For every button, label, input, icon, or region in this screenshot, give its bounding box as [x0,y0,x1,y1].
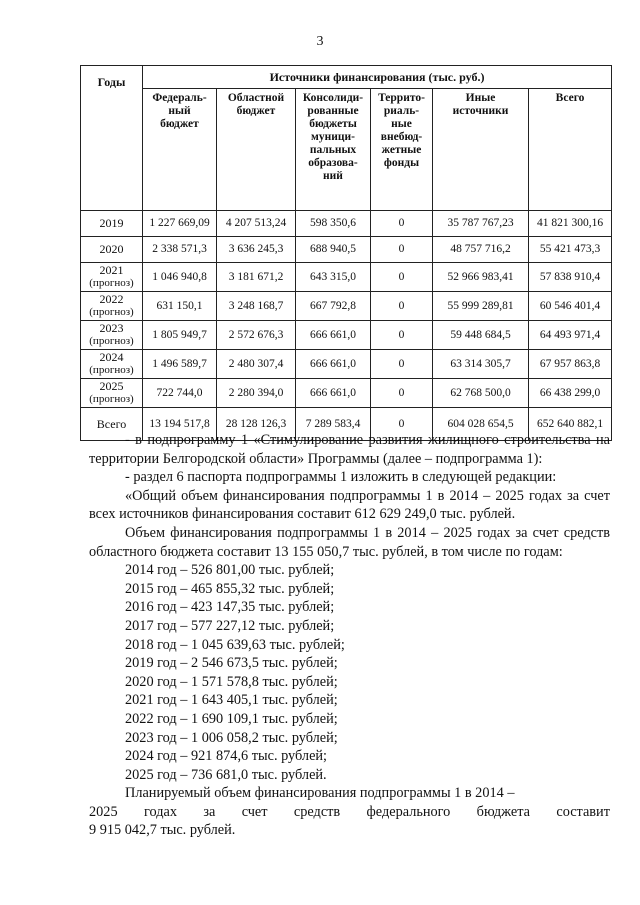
word: федерального [366,803,451,820]
value-cell: 1 227 669,09 [143,211,217,237]
value-cell: 55 999 289,81 [433,292,529,321]
paragraph: - раздел 6 паспорта подпрограммы 1 изложить в следующей редакции: [125,469,557,486]
value-cell: 0 [371,350,433,379]
year-cell [81,292,143,321]
value-cell: 1 046 940,8 [143,263,217,292]
year-line: 2014 год – 526 801,00 тыс. рублей; [125,562,335,579]
column-header: Террито- риаль- ные внебюд- жетные фонды [371,89,433,211]
year-label: 2024 [99,350,124,364]
value-cell: 0 [371,321,433,350]
forecast-label: (прогноз) [89,393,134,405]
value-cell: 643 315,0 [296,263,371,292]
year-label: 2023 [99,321,124,335]
column-header: Всего [529,89,612,211]
value-cell: 28 128 126,3 [217,408,296,441]
table-row [81,292,612,321]
value-cell: 667 792,8 [296,292,371,321]
value-cell: 0 [371,237,433,263]
table-row [81,321,612,350]
year-line: 2016 год – 423 147,35 тыс. рублей; [125,599,335,616]
year-cell [81,211,143,237]
paragraph: «Общий объем финансирования подпрограммы 1 в 2014 – 2025 годах за счет всех источников финансирования составит 612 629 249,0 тыс. рублей. [89,487,610,523]
paragraph: - в подпрограмму 1 «Стимулирование развития жилищного строительства на территории Белгородской области» Программы (далее – подпрограмма 1): [89,432,610,467]
value-cell: 1 496 589,7 [143,350,217,379]
forecast-label: (прогноз) [89,277,134,289]
year-cell [81,379,143,408]
word: 2025 [89,803,118,820]
financing-table [80,65,612,441]
year-line: 2021 год – 1 643 405,1 тыс. рублей; [125,692,338,709]
value-cell: 4 207 513,24 [217,211,296,237]
word: средств [293,803,341,820]
year-line: 2023 год – 1 006 058,2 тыс. рублей; [125,729,338,746]
column-headers [81,89,612,211]
year-cell [81,237,143,263]
value-cell: 1 805 949,7 [143,321,217,350]
forecast-label: (прогноз) [89,306,134,318]
value-cell: 0 [371,292,433,321]
word: за [203,803,216,820]
column-header: Федераль- ный бюджет [143,89,217,211]
value-cell: 35 787 767,23 [433,211,529,237]
value-cell: 62 768 500,0 [433,379,529,408]
value-cell: 64 493 971,4 [529,321,612,350]
paragraph: Объем финансирования подпрограммы 1 в 2014 – 2025 годах за счет средств областного бюджета составит 13 155 050,7 тыс. рублей, в том числе по годам: [89,524,610,560]
value-cell: 2 280 394,0 [217,379,296,408]
value-cell: 59 448 684,5 [433,321,529,350]
table-row [81,211,612,237]
value-cell: 0 [371,263,433,292]
year-label: 2019 [99,216,124,230]
year-label: 2022 [99,292,124,306]
value-cell: 48 757 716,2 [433,237,529,263]
value-cell: 0 [371,408,433,441]
value-cell: 666 661,0 [296,379,371,408]
year-line: 2015 год – 465 855,32 тыс. рублей; [125,580,335,597]
year-label: 2021 [99,263,124,277]
table-row [81,237,612,263]
year-list [89,561,610,784]
value-cell: 66 438 299,0 [529,379,612,408]
column-header: Консолиди- рованные бюджеты муници- пальных образова- ний [296,89,371,211]
value-cell: 688 940,5 [296,237,371,263]
value-cell: 3 636 245,3 [217,237,296,263]
word: бюджета [476,803,530,820]
year-line: 2024 год – 921 874,6 тыс. рублей; [125,748,328,765]
year-line: 2018 год – 1 045 639,63 тыс. рублей; [125,636,345,653]
page-number: 3 [316,34,324,49]
header-years: Годы [81,66,143,211]
forecast-label: (прогноз) [89,364,134,376]
year-line: 2022 год – 1 690 109,1 тыс. рублей; [125,710,338,727]
table-body [81,211,612,441]
year-cell [81,263,143,292]
value-cell: 666 661,0 [296,350,371,379]
value-cell: 2 338 571,3 [143,237,217,263]
value-cell: 57 838 910,4 [529,263,612,292]
value-cell: 3 181 671,2 [217,263,296,292]
value-cell: 41 821 300,16 [529,211,612,237]
column-header: Иные источники [433,89,529,211]
year-line: 2025 год – 736 681,0 тыс. рублей. [125,766,327,783]
year-line: 2017 год – 577 227,12 тыс. рублей; [125,617,335,634]
year-label: 2025 [99,379,124,393]
value-cell: 666 661,0 [296,321,371,350]
header-sources: Источники финансирования (тыс. руб.) [143,66,612,89]
word: составит [556,803,610,820]
value-cell: 604 028 654,5 [433,408,529,441]
column-header: Областной бюджет [217,89,296,211]
year-label: Всего [96,416,127,431]
value-cell: 2 572 676,3 [217,321,296,350]
value-cell: 2 480 307,4 [217,350,296,379]
word: годах [143,803,177,820]
year-label: 2020 [99,242,124,256]
paragraph-final-line1: Планируемый объем финансирования подпрограммы 1 в 2014 – [125,785,515,802]
year-line: 2020 год – 1 571 578,8 тыс. рублей; [125,673,338,690]
value-cell: 63 314 305,7 [433,350,529,379]
value-cell: 0 [371,211,433,237]
year-line: 2019 год – 2 546 673,5 тыс. рублей; [125,655,338,672]
year-cell [81,321,143,350]
word: счет [241,803,268,820]
value-cell: 722 744,0 [143,379,217,408]
value-cell: 13 194 517,8 [143,408,217,441]
value-cell: 631 150,1 [143,292,217,321]
value-cell: 7 289 583,4 [296,408,371,441]
value-cell: 55 421 473,3 [529,237,612,263]
table-row [81,379,612,408]
value-cell: 67 957 863,8 [529,350,612,379]
paragraph-final-line3: 9 915 042,7 тыс. рублей. [89,822,236,839]
value-cell: 52 966 983,41 [433,263,529,292]
value-cell: 60 546 401,4 [529,292,612,321]
forecast-label: (прогноз) [89,335,134,347]
value-cell: 3 248 168,7 [217,292,296,321]
table-row [81,263,612,292]
value-cell: 652 640 882,1 [529,408,612,441]
year-cell [81,350,143,379]
body-text [89,431,610,840]
paragraph-final-line2 [89,803,610,822]
value-cell: 0 [371,379,433,408]
table-row [81,350,612,379]
value-cell: 598 350,6 [296,211,371,237]
